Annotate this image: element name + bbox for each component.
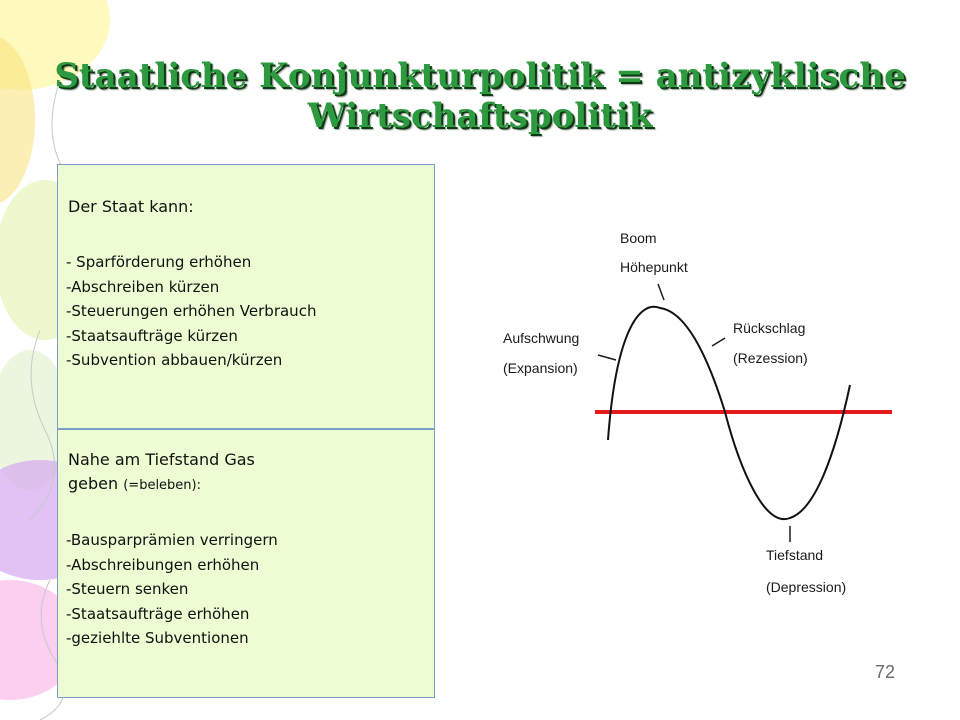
list-item: -Steuerungen erhöhen Verbrauch: [66, 302, 317, 320]
box-bottom-heading-note: (=beleben):: [123, 478, 201, 493]
list-item: -Subvention abbauen/kürzen: [66, 351, 283, 369]
label-boom: Boom: [620, 230, 657, 246]
pointer-peak: [658, 284, 664, 300]
box-stimulate: [57, 429, 435, 698]
label-upswing: Aufschwung: [503, 330, 580, 346]
box-bottom-heading: [68, 448, 255, 498]
page-number: 72: [874, 662, 896, 682]
label-downturn: Rückschlag: [733, 320, 806, 336]
box-bottom-list: [66, 528, 278, 651]
list-item: -Bausparprämien verringern: [66, 531, 278, 549]
box-top-heading: Der Staat kann:: [68, 197, 194, 216]
pointer-upswing: [598, 355, 616, 360]
box-restrain: [57, 164, 435, 429]
label-trough-sub: (Depression): [766, 579, 847, 595]
slide-title: [40, 56, 920, 136]
label-peak: Höhepunkt: [620, 259, 688, 275]
box-top-list: [66, 250, 316, 373]
list-item: -Staatsaufträge kürzen: [66, 326, 238, 345]
pointer-downturn: [712, 338, 725, 346]
title-line-1: Staatliche Konjunkturpolitik = antizyklische: [54, 56, 906, 96]
business-cycle-diagram: [488, 220, 908, 610]
label-upswing-sub: (Expansion): [503, 360, 578, 376]
box-bottom-heading-line2: geben: [68, 474, 119, 493]
list-item: -Staatsaufträge erhöhen: [66, 604, 250, 623]
list-item: - Sparförderung erhöhen: [66, 253, 252, 271]
box-bottom-heading-line1: Nahe am Tiefstand Gas: [68, 450, 255, 469]
list-item: -Abschreibungen erhöhen: [66, 555, 260, 574]
list-item: -geziehlte Subventionen: [66, 629, 249, 647]
list-item: -Abschreiben kürzen: [66, 277, 220, 296]
title-line-2: Wirtschaftspolitik: [307, 96, 653, 136]
label-downturn-sub: (Rezession): [733, 350, 808, 366]
label-trough: Tiefstand: [766, 547, 824, 563]
list-item: -Steuern senken: [66, 580, 189, 598]
